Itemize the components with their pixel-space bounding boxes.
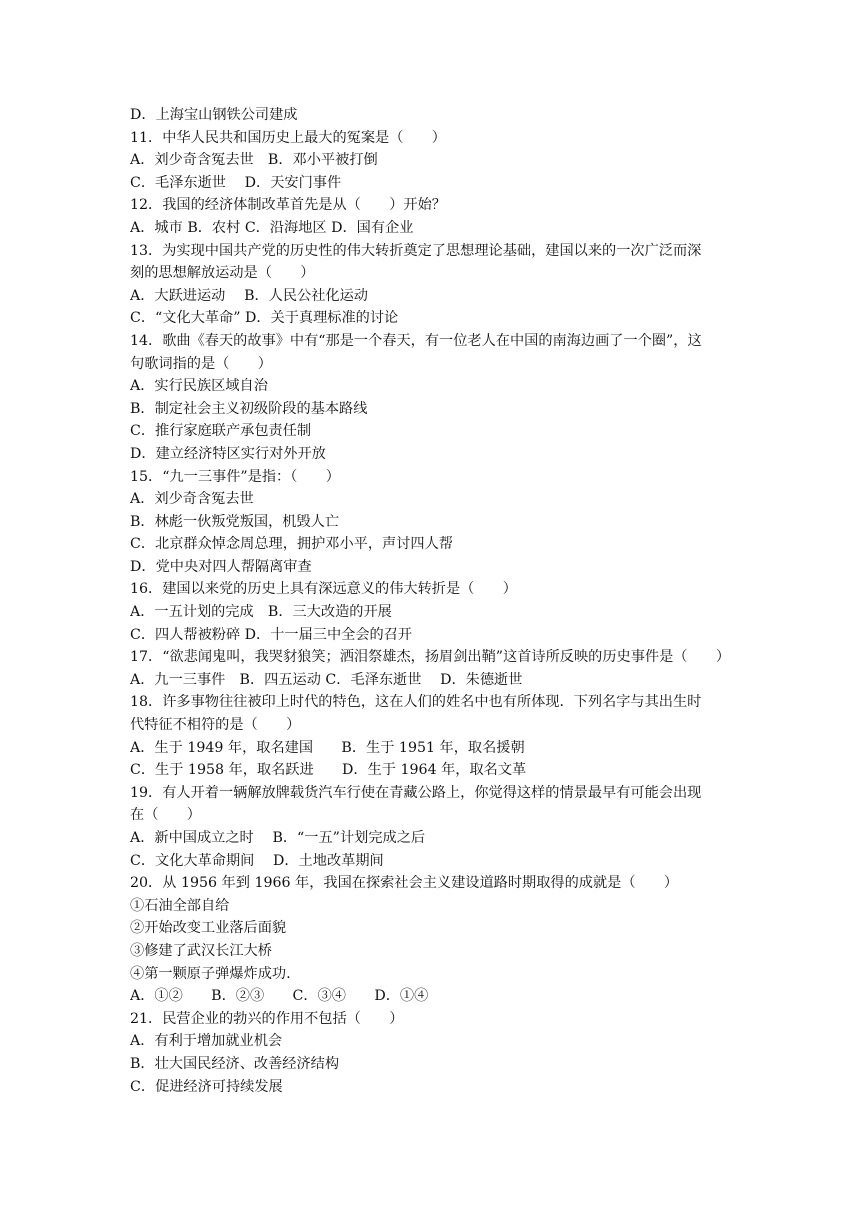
options-20: A．①② B．②③ C．③④ D．①④ bbox=[130, 988, 429, 1005]
options-13-ab: A．大跃进运动 B．人民公社化运动 bbox=[130, 287, 368, 304]
option-21-b: B．壮大国民经济、改善经济结构 bbox=[130, 1055, 340, 1072]
question-16: 16．建国以来党的历史上具有深远意义的伟大转折是（ ） bbox=[130, 581, 517, 598]
question-13-cont: 刻的思想解放运动是（ ） bbox=[130, 265, 315, 282]
question-11: 11．中华人民共和国历史上最大的冤案是（ ） bbox=[130, 129, 446, 146]
options-19-cd: C．文化大革命期间 D．土地改革期间 bbox=[130, 852, 384, 869]
options-11-ab: A．刘少奇含冤去世 B．邓小平被打倒 bbox=[130, 152, 378, 169]
option-14-c: C．推行家庭联产承包责任制 bbox=[130, 423, 312, 440]
option-21-a: A．有利于增加就业机会 bbox=[130, 1033, 283, 1050]
option-14-d: D．建立经济特区实行对外开放 bbox=[130, 445, 326, 462]
options-18-ab: A．生于 1949 年，取名建国 B．生于 1951 年，取名援朝 bbox=[130, 739, 525, 756]
statement-20-1: ①石油全部自给 bbox=[130, 897, 230, 914]
option-15-a: A．刘少奇含冤去世 bbox=[130, 491, 254, 508]
options-16-ab: A．一五计划的完成 B．三大改造的开展 bbox=[130, 604, 392, 621]
question-20: 20．从 1956 年到 1966 年，我国在探索社会主义建设道路时期取得的成就是（ ） bbox=[130, 875, 679, 892]
question-21: 21．民营企业的勃兴的作用不包括（ ） bbox=[130, 1010, 404, 1027]
statement-20-3: ③修建了武汉长江大桥 bbox=[130, 942, 272, 959]
options-11-cd: C．毛泽东逝世 D．天安门事件 bbox=[130, 174, 342, 191]
question-19: 19．有人开着一辆解放牌载货汽车行使在青藏公路上，你觉得这样的情景最早有可能会出现 bbox=[130, 784, 702, 801]
question-17: 17．“欲悲闻鬼叫，我哭豺狼笑；洒泪祭雄杰，扬眉剑出鞘”这首诗所反映的历史事件是（ ） bbox=[130, 649, 731, 666]
options-13-cd: C．“文化大革命” D．关于真理标准的讨论 bbox=[130, 310, 399, 327]
option-14-b: B．制定社会主义初级阶段的基本路线 bbox=[130, 400, 368, 417]
statement-20-4: ④第一颗原子弹爆炸成功. bbox=[130, 965, 291, 982]
question-18-cont: 代特征不相符的是（ ） bbox=[130, 717, 301, 734]
question-15: 15．“九一三事件”是指：（ ） bbox=[130, 468, 340, 485]
option-15-b: B．林彪一伙叛党叛国，机毁人亡 bbox=[130, 513, 340, 530]
options-16-cd: C．四人帮被粉碎 D．十一届三中全会的召开 bbox=[130, 626, 413, 643]
question-19-cont: 在（ ） bbox=[130, 807, 201, 824]
question-14: 14．歌曲《春天的故事》中有“那是一个春天，有一位老人在中国的南海边画了一个圈”，这 bbox=[130, 332, 702, 349]
question-12: 12．我国的经济体制改革首先是从（ ）开始？ bbox=[130, 197, 446, 214]
option-line: D．上海宝山钢铁公司建成 bbox=[130, 107, 298, 123]
option-15-d: D．党中央对四人帮隔离审查 bbox=[130, 558, 312, 575]
option-15-c: C．北京群众悼念周总理，拥护邓小平，声讨四人帮 bbox=[130, 536, 453, 553]
options-18-cd: C．生于 1958 年，取名跃进 D．生于 1964 年，取名文革 bbox=[130, 762, 527, 779]
options-17: A．九一三事件 B．四五运动 C．毛泽东逝世 D．朱德逝世 bbox=[130, 671, 523, 688]
question-14-cont: 句歌词指的是（ ） bbox=[130, 355, 272, 372]
option-21-c: C．促进经济可持续发展 bbox=[130, 1078, 283, 1095]
statement-20-2: ②开始改变工业落后面貌 bbox=[130, 920, 287, 937]
question-list bbox=[130, 104, 732, 1098]
question-13: 13．为实现中国共产党的历史性的伟大转折奠定了思想理论基础，建国以来的一次广泛而深 bbox=[130, 242, 702, 259]
question-18: 18．许多事物往往被印上时代的特色，这在人们的姓名中也有所体现．下列名字与其出生时 bbox=[130, 694, 702, 711]
options-19-ab: A．新中国成立之时 B．“一五”计划完成之后 bbox=[130, 830, 426, 846]
options-12: A．城市 B．农村 C．沿海地区 D．国有企业 bbox=[130, 219, 414, 236]
option-14-a: A．实行民族区域自治 bbox=[130, 378, 268, 395]
